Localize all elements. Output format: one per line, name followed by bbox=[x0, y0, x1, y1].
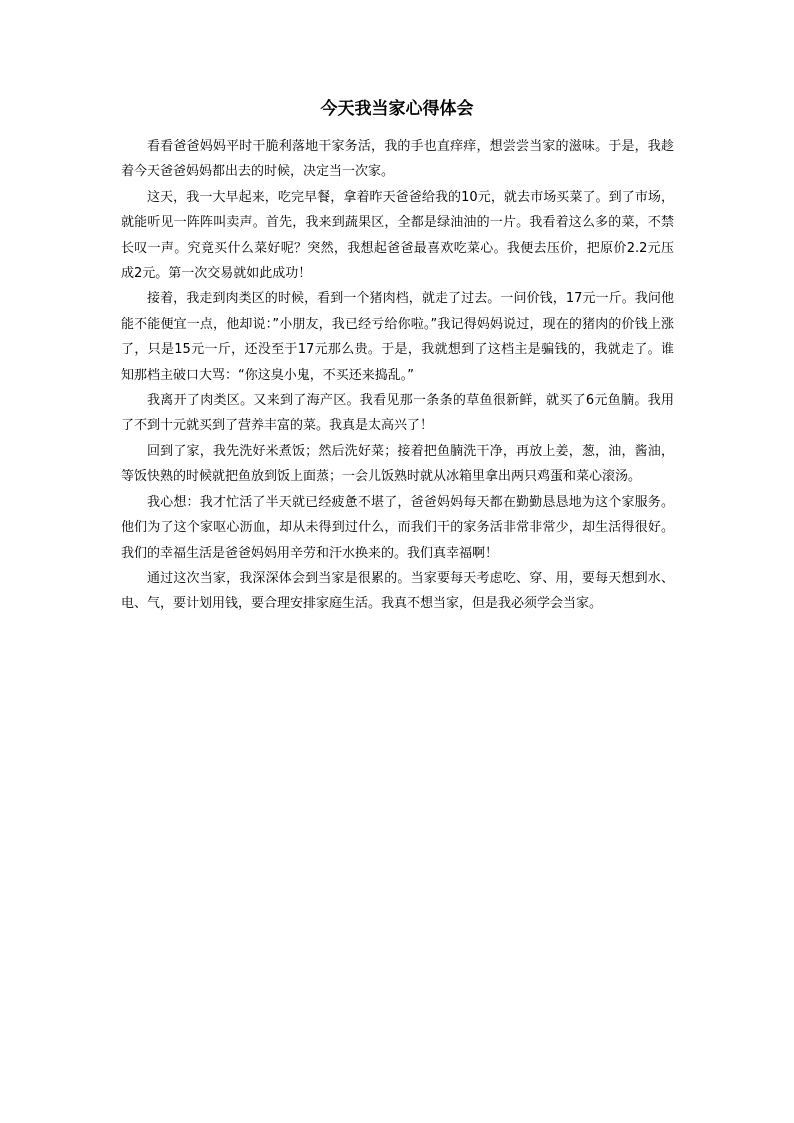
paragraph: 这天，我一大早起来，吃完早餐，拿着昨天爸爸给我的10元，就去市场买菜了。到了市场，就能听见一阵阵叫卖声。首先，我来到蔬果区，全都是绿油油的一片。我看着这么多的菜，不禁长叹一声。究竟买什么菜好呢？突然，我想起爸爸最喜欢吃菜心。我便去压价，把原价2.2元压成2元。第一次交易就如此成功！ bbox=[121, 189, 674, 282]
document-body bbox=[121, 134, 674, 617]
paragraph: 通过这次当家，我深深体会到当家是很累的。当家要每天考虑吃、穿、用，要每天想到水、电、气，要计划用钱，要合理安排家庭生活。我真不想当家，但是我必须学会当家。 bbox=[121, 570, 674, 612]
paragraph: 看看爸爸妈妈平时干脆利落地干家务活，我的手也直痒痒，想尝尝当家的滋味。于是，我趁着今天爸爸妈妈都出去的时候，决定当一次家。 bbox=[121, 139, 674, 180]
paragraph: 我离开了肉类区。又来到了海产区。我看见那一条条的草鱼很新鲜，就买了6元鱼腩。我用了不到十元就买到了营养丰富的菜。我真是太高兴了！ bbox=[121, 393, 674, 434]
paragraph: 接着，我走到肉类区的时候，看到一个猪肉档，就走了过去。一问价钱，17元一斤。我问他能不能便宜一点，他却说：”小朋友，我已经亏给你啦。”我记得妈妈说过，现在的猪肉的价钱上涨了，只是15元一斤，还没至于17元那么贵。于是，我就想到了这档主是骗钱的，我就走了。谁知那档主破口大骂：“你这臭小鬼，不买还来捣乱。” bbox=[121, 291, 674, 383]
paragraph: 我心想：我才忙活了半天就已经疲惫不堪了，爸爸妈妈每天都在勤勤恳恳地为这个家服务。他们为了这个家呕心沥血，却从未得到过什么，而我们干的家务活非常非常少，却生活得很好。我们的幸福生活是爸爸妈妈用辛劳和汗水换来的。我们真幸福啊！ bbox=[121, 494, 674, 561]
document-title: 今天我当家心得体会 bbox=[320, 99, 474, 119]
paragraph: 回到了家，我先洗好米煮饭；然后洗好菜；接着把鱼腩洗干净，再放上姜，葱，油，酱油，等饭快熟的时候就把鱼放到饭上面蒸；一会儿饭熟时就从冰箱里拿出两只鸡蛋和菜心滚汤。 bbox=[121, 443, 674, 485]
